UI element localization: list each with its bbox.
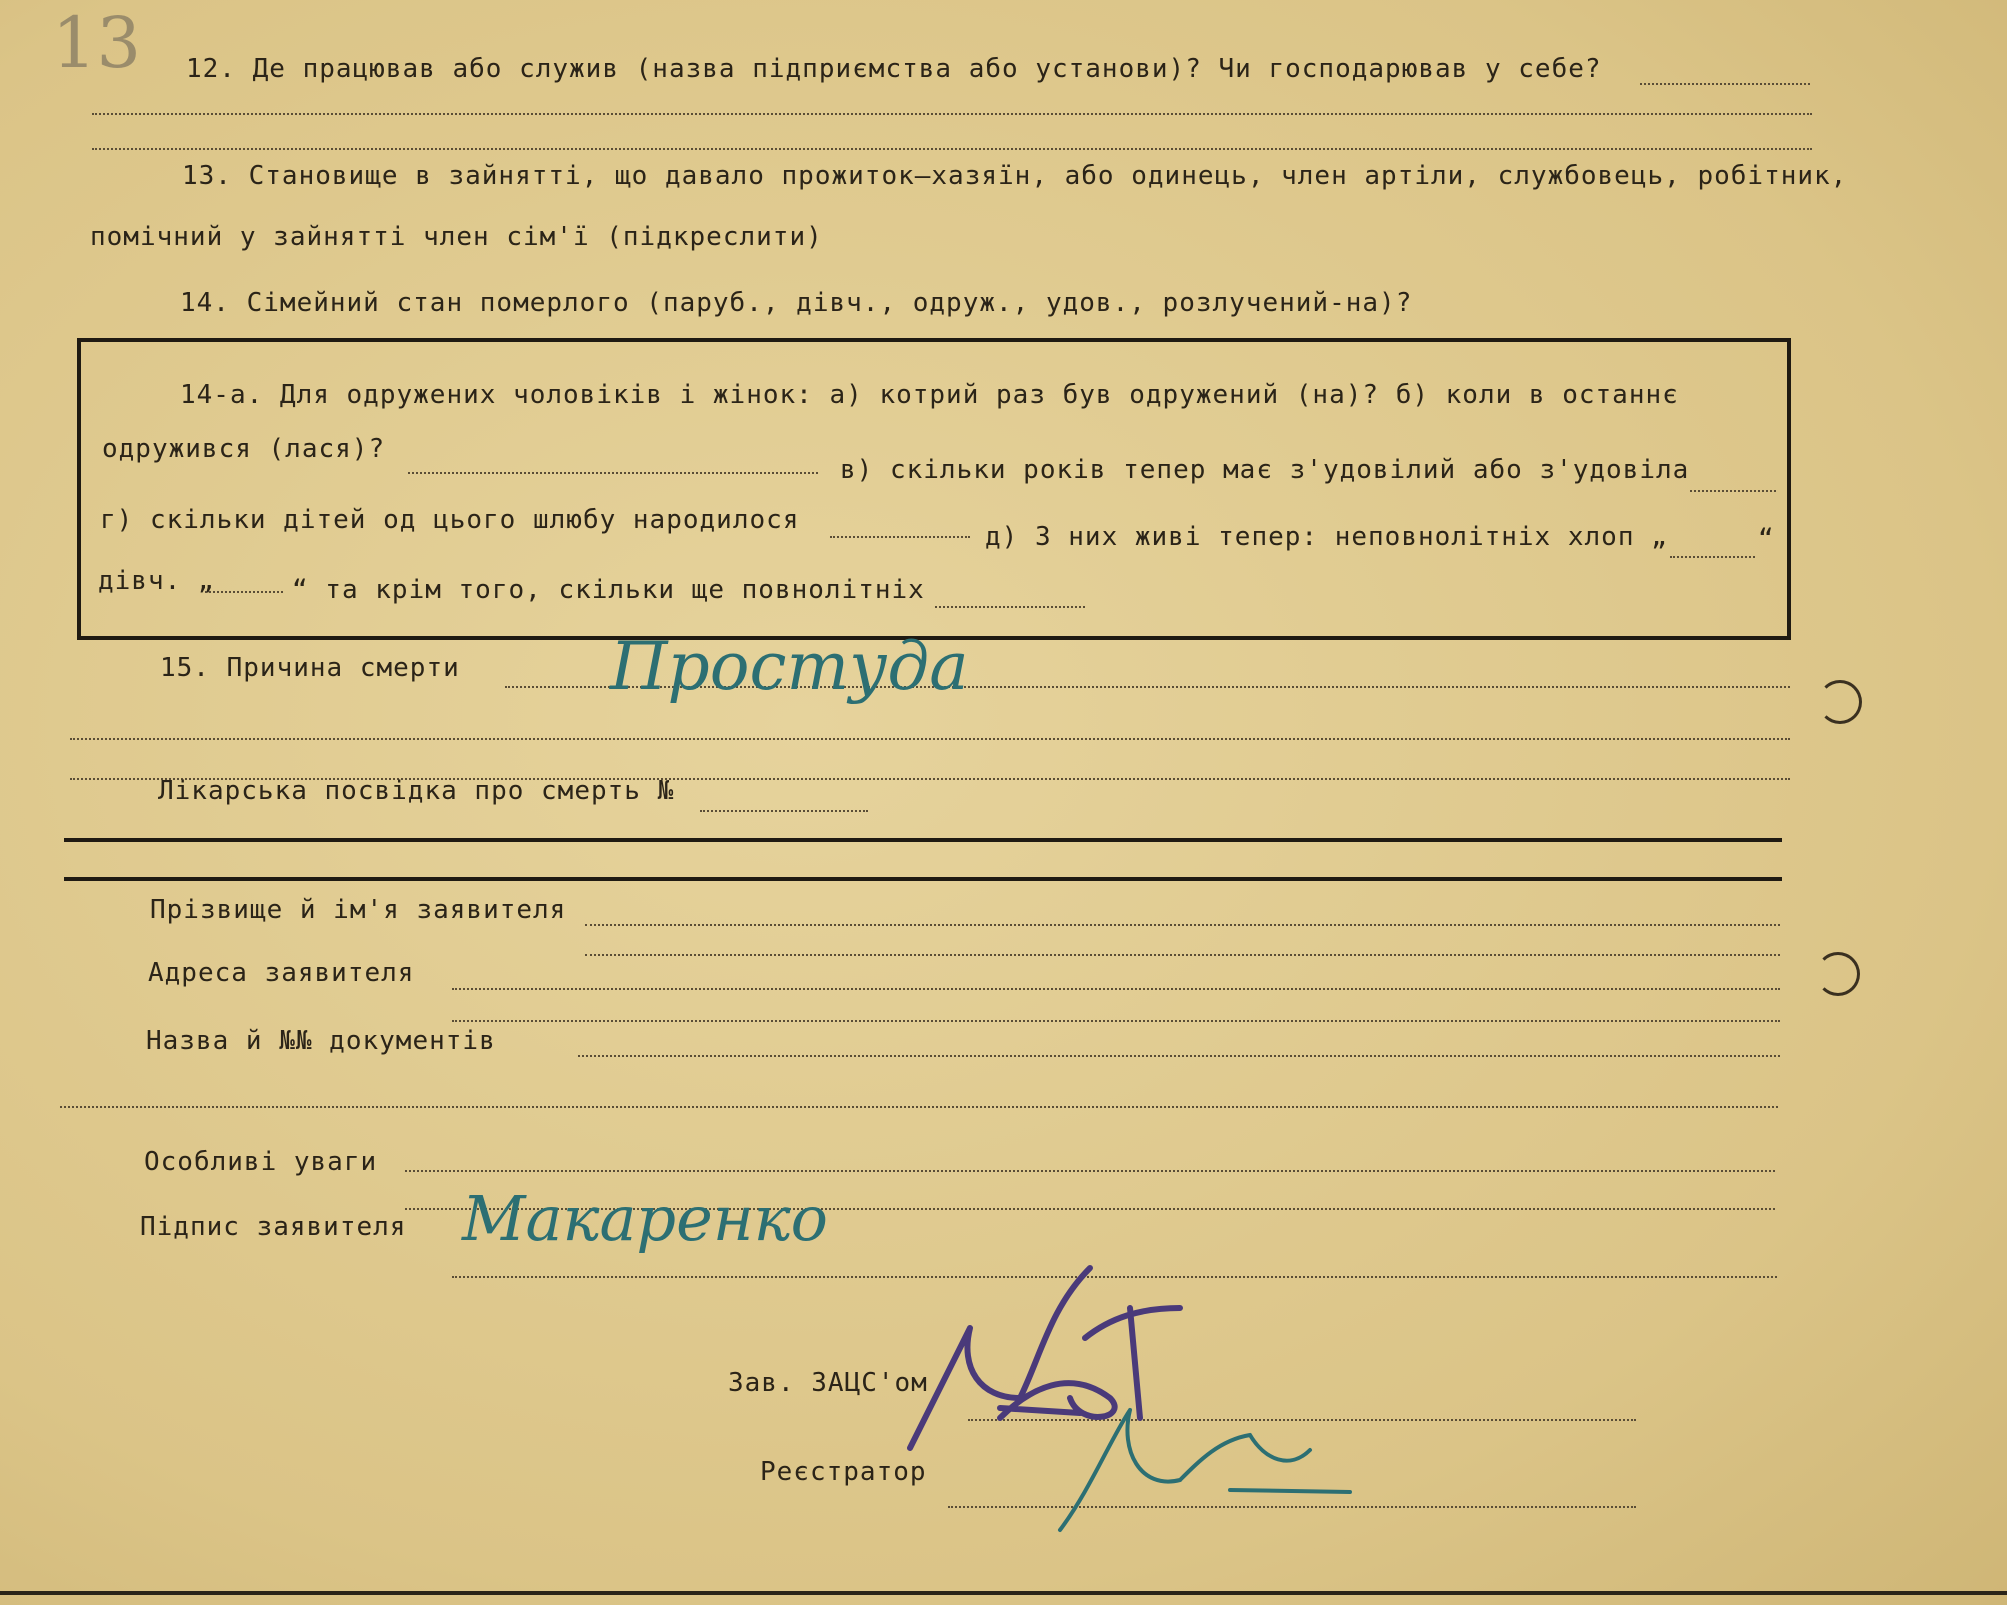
zags-head-label: Зав. ЗАЦС'ом: [728, 1368, 928, 1398]
q12-answer-line-2[interactable]: [92, 113, 1812, 115]
applicant-name-label: Прізвище й ім'я заявителя: [150, 895, 567, 925]
q13-label-line-2: помічний у зайнятті член сім'ї (підкреслити): [90, 222, 823, 252]
q14-label: 14. Сімейний стан померлого (паруб., дівч., одруж., удов., розлучений-на)?: [180, 288, 1413, 318]
applicant-signature-handwriting: Макаренко: [462, 1182, 829, 1255]
q14a-line-3-part-c: “: [1758, 524, 1775, 554]
applicant-name-field[interactable]: [585, 924, 1780, 926]
applicant-signature-label: Підпис заявителя: [140, 1212, 407, 1242]
q12-answer-line-3[interactable]: [92, 148, 1812, 150]
special-notes-label: Особливі уваги: [144, 1147, 378, 1177]
q15-answer-line-2[interactable]: [70, 738, 1790, 740]
q14a-minor-boys-field[interactable]: [1670, 556, 1755, 558]
q12-answer-line-1[interactable]: [1640, 83, 1810, 85]
binder-hole-2: [1816, 952, 1860, 996]
q14a-widowed-years-field[interactable]: [1690, 490, 1776, 492]
q14a-line-1: 14-а. Для одружених чоловіків і жінок: а) котрий раз був одружений (на)? б) коли в останнє: [180, 380, 1679, 410]
q14a-adults-field[interactable]: [935, 606, 1085, 608]
q14a-minor-girls-field[interactable]: [205, 591, 283, 593]
applicant-address-field[interactable]: [452, 988, 1780, 990]
registrar-label: Реєстратор: [760, 1457, 927, 1487]
registrar-signature: [1050, 1380, 1370, 1540]
q14a-line-2-part-a: одружився (лася)?: [102, 434, 386, 464]
q14a-last-married-field[interactable]: [408, 472, 818, 474]
q13-label-line-1: 13. Становище в зайнятті, що давало прожиток—хазяїн, або одинець, член артіли, службовець, робітник,: [182, 161, 1848, 191]
section-divider-top: [64, 838, 1782, 842]
cause-of-death-handwriting: Простуда: [610, 628, 969, 705]
q15-label: 15. Причина смерти: [160, 653, 460, 683]
q14a-line-2-part-b: в) скільки років тепер має з'удовілий або з'удовіла: [840, 455, 1690, 485]
doctor-certificate-number-field[interactable]: [700, 810, 868, 812]
applicant-documents-field[interactable]: [578, 1055, 1780, 1057]
q14a-line-4-part-a: дівч. „: [98, 566, 215, 596]
applicant-documents-label: Назва й №№ документів: [146, 1026, 496, 1056]
bottom-edge-line: [0, 1591, 2007, 1595]
q14a-children-born-field[interactable]: [830, 536, 970, 538]
pencil-page-number: 13: [52, 2, 142, 84]
q14a-line-3-part-a: г) скільки дітей од цього шлюбу народилося: [100, 505, 800, 535]
q14a-line-4-part-b: “ та крім того, скільки ще повнолітніх: [292, 575, 925, 605]
q12-label: 12. Де працював або служив (назва підприємства або установи)? Чи господарював у себе?: [186, 54, 1602, 84]
special-notes-field[interactable]: [405, 1170, 1775, 1172]
doctor-certificate-label: Лікарська посвідка про смерть №: [158, 776, 675, 806]
binder-hole-1: [1818, 680, 1862, 724]
applicant-name-field-2[interactable]: [585, 954, 1780, 956]
section-divider-bottom: [64, 877, 1782, 881]
q14a-line-3-part-b: д) З них живі тепер: неповнолітніх хлоп „: [985, 522, 1668, 552]
applicant-address-field-2[interactable]: [452, 1020, 1780, 1022]
applicant-documents-field-2[interactable]: [60, 1106, 1778, 1108]
applicant-address-label: Адреса заявителя: [148, 958, 415, 988]
